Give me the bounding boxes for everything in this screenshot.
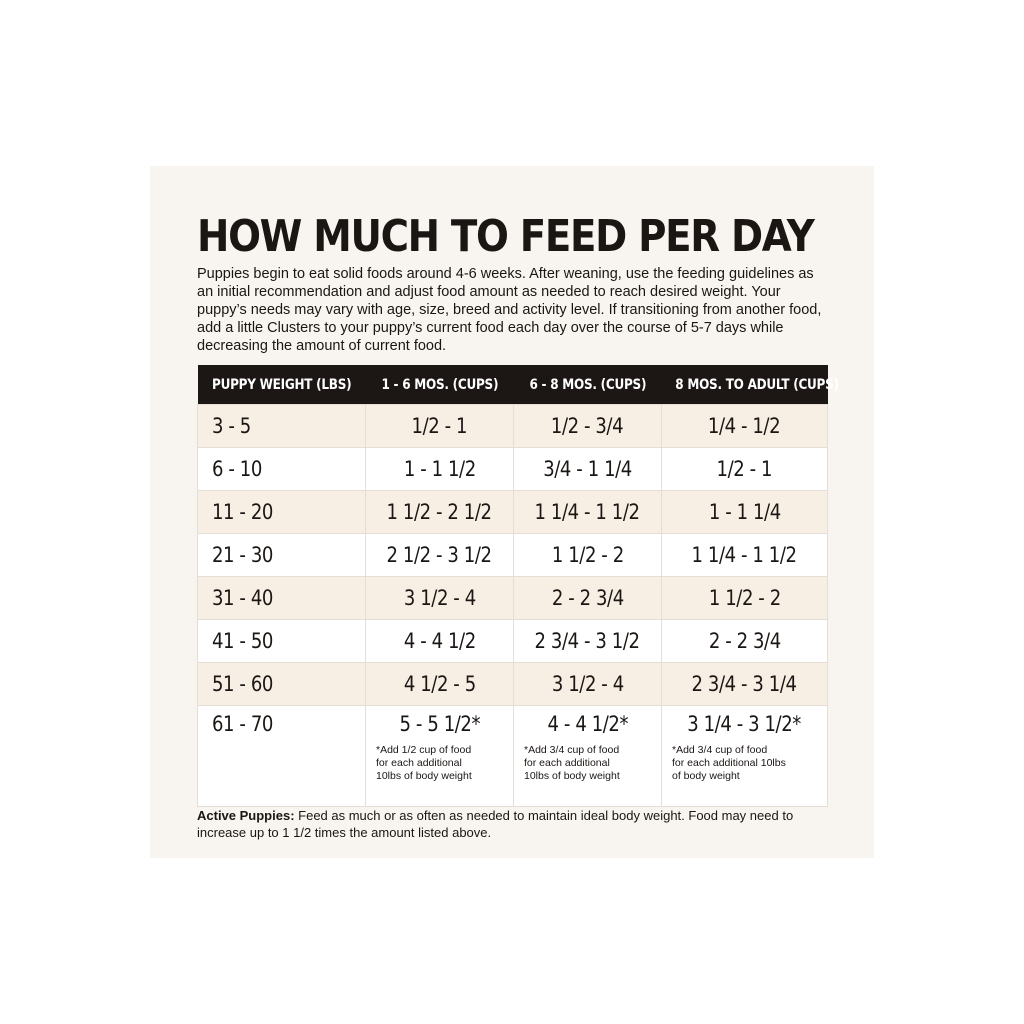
- amount-cell: 1 1/4 - 1 1/2: [662, 534, 828, 577]
- weight-cell: 31 - 40: [198, 577, 366, 620]
- table-row: [198, 706, 828, 807]
- amount-cell: 4 - 4 1/2: [366, 620, 514, 663]
- footnote-6-8-months: *Add 3/4 cup of food for each additional 10lbs of body weight: [524, 744, 620, 782]
- intro-paragraph: Puppies begin to eat solid foods around 4-6 weeks. After weaning, use the feeding guidelines as an initial recommendation and adjust food amount as needed to reach desired weight. Your puppy’s needs may vary with age, size, breed and activity level. If transitioning from another food, add a little Clusters to your puppy’s current food each day over the course of 5-7 days while decreasing the amount of current food.: [197, 266, 822, 354]
- amount-cell: 5 - 5 1/2* *Add 1/2 cup of food for each additional 10lbs of body weight: [366, 706, 514, 807]
- active-puppies-text: Feed as much or as often as needed to maintain ideal body weight. Food may need to increase up to 1 1/2 times the amount listed above.: [197, 808, 794, 840]
- amount-cell: 2 3/4 - 3 1/4: [662, 663, 828, 706]
- amount-cell: 3 1/4 - 3 1/2* *Add 3/4 cup of food for each additional 10lbs of body weight: [662, 706, 828, 807]
- table-row: [198, 448, 828, 491]
- table-body: [198, 405, 828, 807]
- amount-cell: 1 - 1 1/2: [366, 448, 514, 491]
- amount-cell: 1 - 1 1/4: [662, 491, 828, 534]
- table-row: [198, 491, 828, 534]
- amount-cell: 1 1/2 - 2: [662, 577, 828, 620]
- active-puppies-label: Active Puppies:: [197, 808, 295, 823]
- table-row: [198, 577, 828, 620]
- table-row: [198, 620, 828, 663]
- weight-cell: 41 - 50: [198, 620, 366, 663]
- weight-cell: 6 - 10: [198, 448, 366, 491]
- footnote-1-6-months: *Add 1/2 cup of food for each additional 10lbs of body weight: [376, 744, 472, 782]
- amount-cell: 3/4 - 1 1/4: [514, 448, 662, 491]
- footnote-adult: *Add 3/4 cup of food for each additional 10lbs of body weight: [672, 744, 786, 782]
- weight-cell: 21 - 30: [198, 534, 366, 577]
- header-1-6-months: 1 - 6 MOS. (CUPS): [366, 365, 514, 405]
- amount-cell: 1 1/2 - 2 1/2: [366, 491, 514, 534]
- amount-cell: 2 - 2 3/4: [514, 577, 662, 620]
- amount-cell: 2 3/4 - 3 1/2: [514, 620, 662, 663]
- amount-cell: 2 1/2 - 3 1/2: [366, 534, 514, 577]
- weight-cell: 61 - 70: [198, 706, 366, 807]
- amount-cell: 4 1/2 - 5: [366, 663, 514, 706]
- amount-cell: 3 1/2 - 4: [366, 577, 514, 620]
- header-puppy-weight: PUPPY WEIGHT (LBS): [198, 365, 366, 405]
- feeding-table: [197, 365, 839, 807]
- amount-cell: 1/2 - 1: [366, 405, 514, 448]
- amount-cell: 1/4 - 1/2: [662, 405, 828, 448]
- amount-cell: 1/2 - 3/4: [514, 405, 662, 448]
- weight-cell: 51 - 60: [198, 663, 366, 706]
- table-row: [198, 663, 828, 706]
- weight-cell: 3 - 5: [198, 405, 366, 448]
- amount-cell: 4 - 4 1/2* *Add 3/4 cup of food for each additional 10lbs of body weight: [514, 706, 662, 807]
- table-row: [198, 534, 828, 577]
- header-row: [198, 365, 828, 405]
- header-6-8-months: 6 - 8 MOS. (CUPS): [514, 365, 662, 405]
- feeding-guide-panel: [150, 166, 874, 858]
- amount-cell: 3 1/2 - 4: [514, 663, 662, 706]
- amount-cell: 1/2 - 1: [662, 448, 828, 491]
- amount-cell: 2 - 2 3/4: [662, 620, 828, 663]
- table-row: [198, 405, 828, 448]
- table-header: [198, 365, 839, 405]
- weight-cell: 11 - 20: [198, 491, 366, 534]
- page-title: HOW MUCH TO FEED PER DAY: [197, 211, 814, 262]
- active-puppies-note: [197, 807, 827, 841]
- amount-cell: 1 1/2 - 2: [514, 534, 662, 577]
- header-8-months-to-adult: 8 MOS. TO ADULT (CUPS): [662, 365, 828, 405]
- amount-cell: 1 1/4 - 1 1/2: [514, 491, 662, 534]
